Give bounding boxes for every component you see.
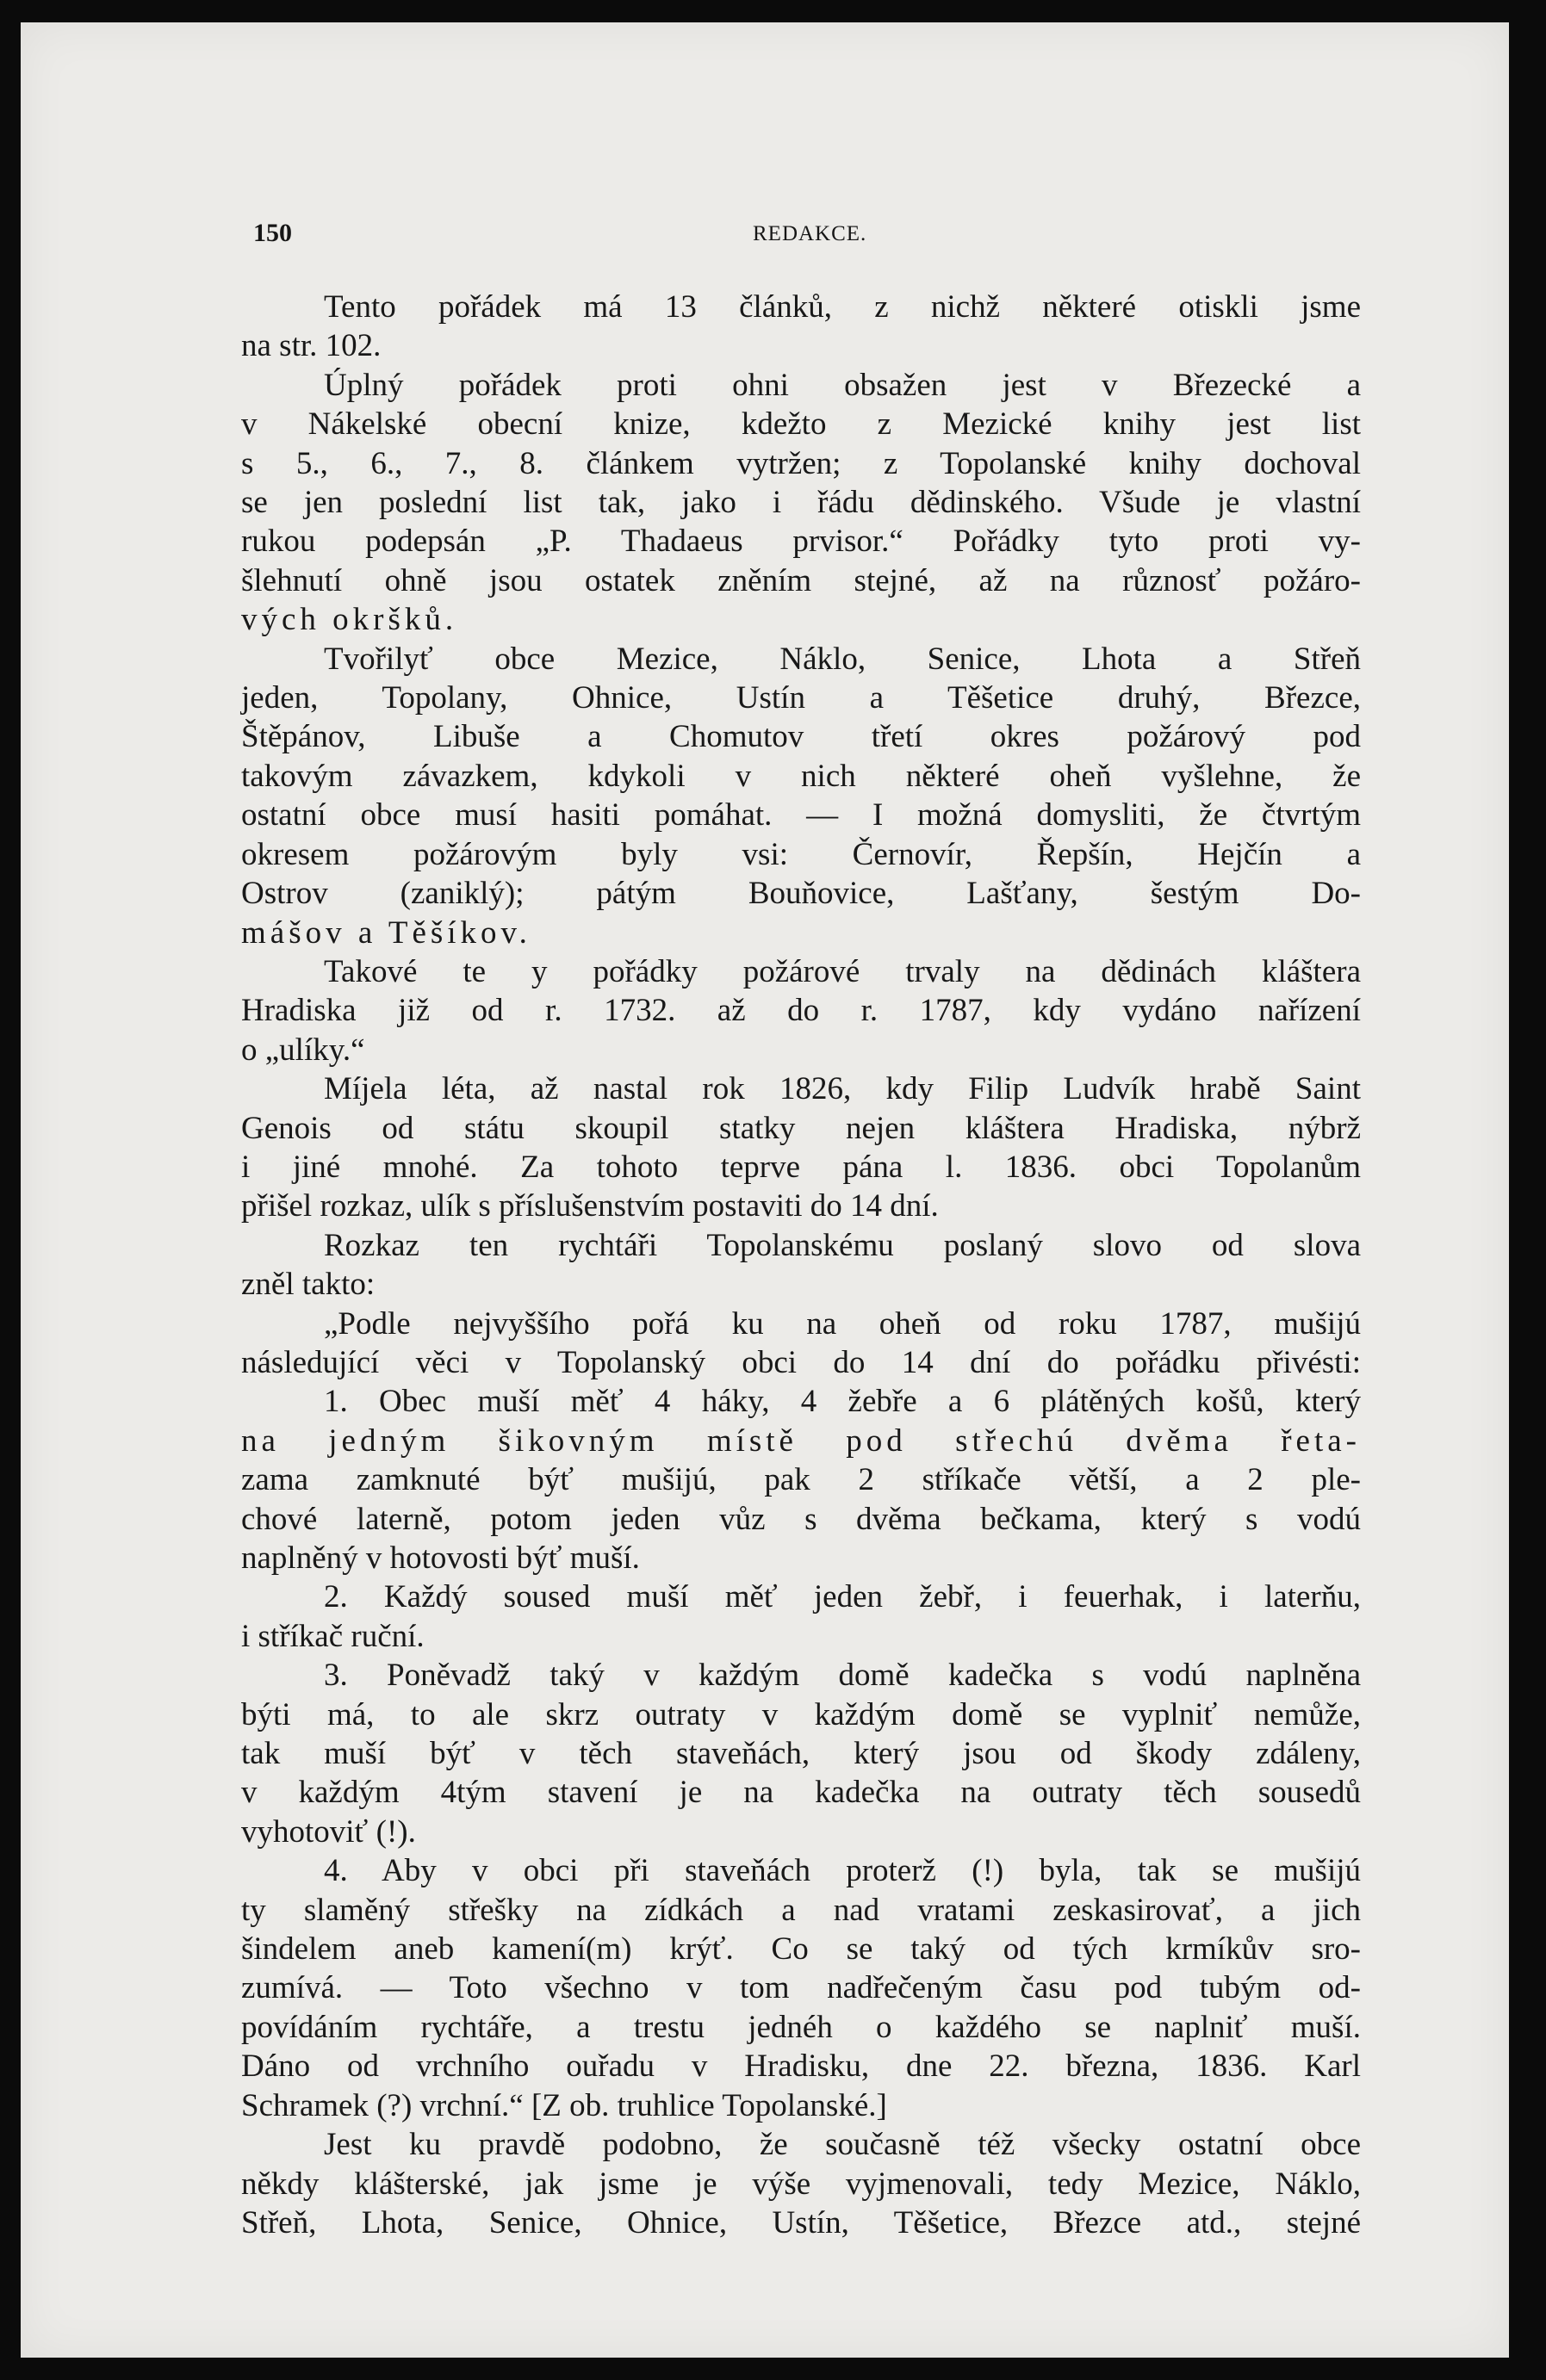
- running-head: REDAKCE.: [753, 222, 867, 245]
- text-line: okresem požárovým byly vsi: Černovír, Řepšín, Hejčín a: [241, 836, 1361, 872]
- page-number: 150: [253, 219, 292, 247]
- text-line: s 5., 6., 7., 8. článkem vytržen; z Topolanské knihy dochoval: [241, 445, 1361, 481]
- text-line: zama zamknuté býť mušijú, pak 2 stříkače větší, a 2 ple-: [241, 1462, 1361, 1498]
- text-line: jeden, Topolany, Ohnice, Ustín a Těšetice druhý, Březce,: [241, 680, 1361, 716]
- text-line: někdy klášterské, jak jsme je výše vyjmenovali, tedy Mezice, Náklo,: [241, 2166, 1361, 2202]
- text-line: Genois od státu skoupil statky nejen kláštera Hradiska, nýbrž: [241, 1110, 1361, 1146]
- text-line: tak muší býť v těch staveňách, který jsou od škody zdáleny,: [241, 1736, 1361, 1772]
- text-line: 2. Každý soused muší měť jeden žebř, i feuerhak, i laterňu,: [324, 1579, 1361, 1615]
- text-line: naplněný v hotovosti býť muší.: [241, 1540, 640, 1576]
- text-line: šindelem aneb kamení(m) krýť. Co se taký od tých krmíkův sro-: [241, 1931, 1361, 1968]
- text-line: Štěpánov, Libuše a Chomutov třetí okres požárový pod: [241, 719, 1361, 755]
- text-line: povídáním rychtáře, a trestu jednéh o každého se naplniť muší.: [241, 2009, 1361, 2045]
- text-line: na jedným šikovným místě pod střechú dvěma řeta-: [241, 1422, 1361, 1459]
- text-line: Schramek (?) vrchní.“ [Z ob. truhlice Topolanské.]: [241, 2087, 887, 2123]
- text-line: v každým 4tým stavení je na kadečka na outraty těch sousedů: [241, 1775, 1361, 1811]
- text-line: Takové te y pořádky požárové trvaly na dědinách kláštera: [324, 953, 1361, 989]
- text-line: se jen poslední list tak, jako i řádu dědinského. Všude je vlastní: [241, 485, 1361, 521]
- page-header: [253, 219, 1399, 253]
- text-line: Tvořilyť obce Mezice, Náklo, Senice, Lhota a Střeň: [324, 641, 1361, 677]
- text-line: následující věci v Topolanský obci do 14 dní do pořádku přivésti:: [241, 1344, 1361, 1380]
- text-line: rukou podepsán „P. Thadaeus prvisor.“ Pořádky tyto proti vy-: [241, 524, 1361, 560]
- body-text: [241, 288, 1361, 2242]
- text-line: šlehnutí ohně jsou ostatek zněním stejné, až na různosť požáro-: [241, 562, 1361, 598]
- text-line: vyhotoviť (!).: [241, 1813, 416, 1850]
- text-line: Jest ku pravdě podobno, že současně též všecky ostatní obce: [324, 2127, 1361, 2163]
- text-line: ty slaměný střešky na zídkách a nad vratami zeskasirovať, a jich: [241, 1892, 1361, 1928]
- text-line: takovým závazkem, kdykoli v nich některé oheň vyšlehne, že: [241, 758, 1361, 794]
- text-line: Míjela léta, až nastal rok 1826, kdy Filip Ludvík hrabě Saint: [324, 1071, 1361, 1107]
- text-line: o „ulíky.“: [241, 1032, 365, 1068]
- text-line: býti má, to ale skrz outraty v každým domě se vyplniť nemůže,: [241, 1696, 1361, 1732]
- text-line: Rozkaz ten rychtáři Topolanskému poslaný slovo od slova: [324, 1227, 1361, 1263]
- text-line: chové laterně, potom jeden vůz s dvěma bečkama, který s vodú: [241, 1501, 1361, 1537]
- text-line: Úplný pořádek proti ohni obsažen jest v Březecké a: [324, 367, 1361, 403]
- text-line: 3. Poněvadž taký v každým domě kadečka s vodú naplněna: [324, 1658, 1361, 1694]
- text-line: v Nákelské obecní knize, kdežto z Mezické knihy jest list: [241, 406, 1361, 443]
- text-line: na str. 102.: [241, 328, 382, 364]
- text-line: 4. Aby v obci při staveňách proterž (!) byla, tak se mušijú: [324, 1853, 1361, 1889]
- text-line: přišel rozkaz, ulík s příslušenstvím postaviti do 14 dní.: [241, 1188, 939, 1224]
- text-line: ostatní obce musí hasiti pomáhat. — I možná domysliti, že čtvrtým: [241, 797, 1361, 834]
- text-line: i jiné mnohé. Za tohoto teprve pána l. 1836. obci Topolanům: [241, 1149, 1361, 1185]
- text-line: zněl takto:: [241, 1267, 376, 1303]
- text-line: Dáno od vrchního ouřadu v Hradisku, dne 22. března, 1836. Karl: [241, 2048, 1361, 2085]
- text-line: 1. Obec muší měť 4 háky, 4 žebře a 6 plátěných košů, který: [324, 1384, 1361, 1420]
- text-line: vých okršků.: [241, 602, 458, 638]
- text-line: zumívá. — Toto všechno v tom nadřečeným času pod tubým od-: [241, 1970, 1361, 2006]
- text-line: i stříkač ruční.: [241, 1618, 425, 1654]
- text-line: „Podle nejvyššího pořá ku na oheň od roku 1787, mušijú: [324, 1305, 1361, 1342]
- text-line: mášov a Těšíkov.: [241, 914, 531, 951]
- text-line: Hradiska již od r. 1732. až do r. 1787, kdy vydáno nařízení: [241, 993, 1361, 1029]
- text-line: Tento pořádek má 13 článků, z nichž některé otiskli jsme: [324, 289, 1361, 325]
- text-line: Střeň, Lhota, Senice, Ohnice, Ustín, Těšetice, Březce atd., stejné: [241, 2204, 1361, 2241]
- text-line: Ostrov (zaniklý); pátým Bouňovice, Lašťany, šestým Do-: [241, 876, 1361, 912]
